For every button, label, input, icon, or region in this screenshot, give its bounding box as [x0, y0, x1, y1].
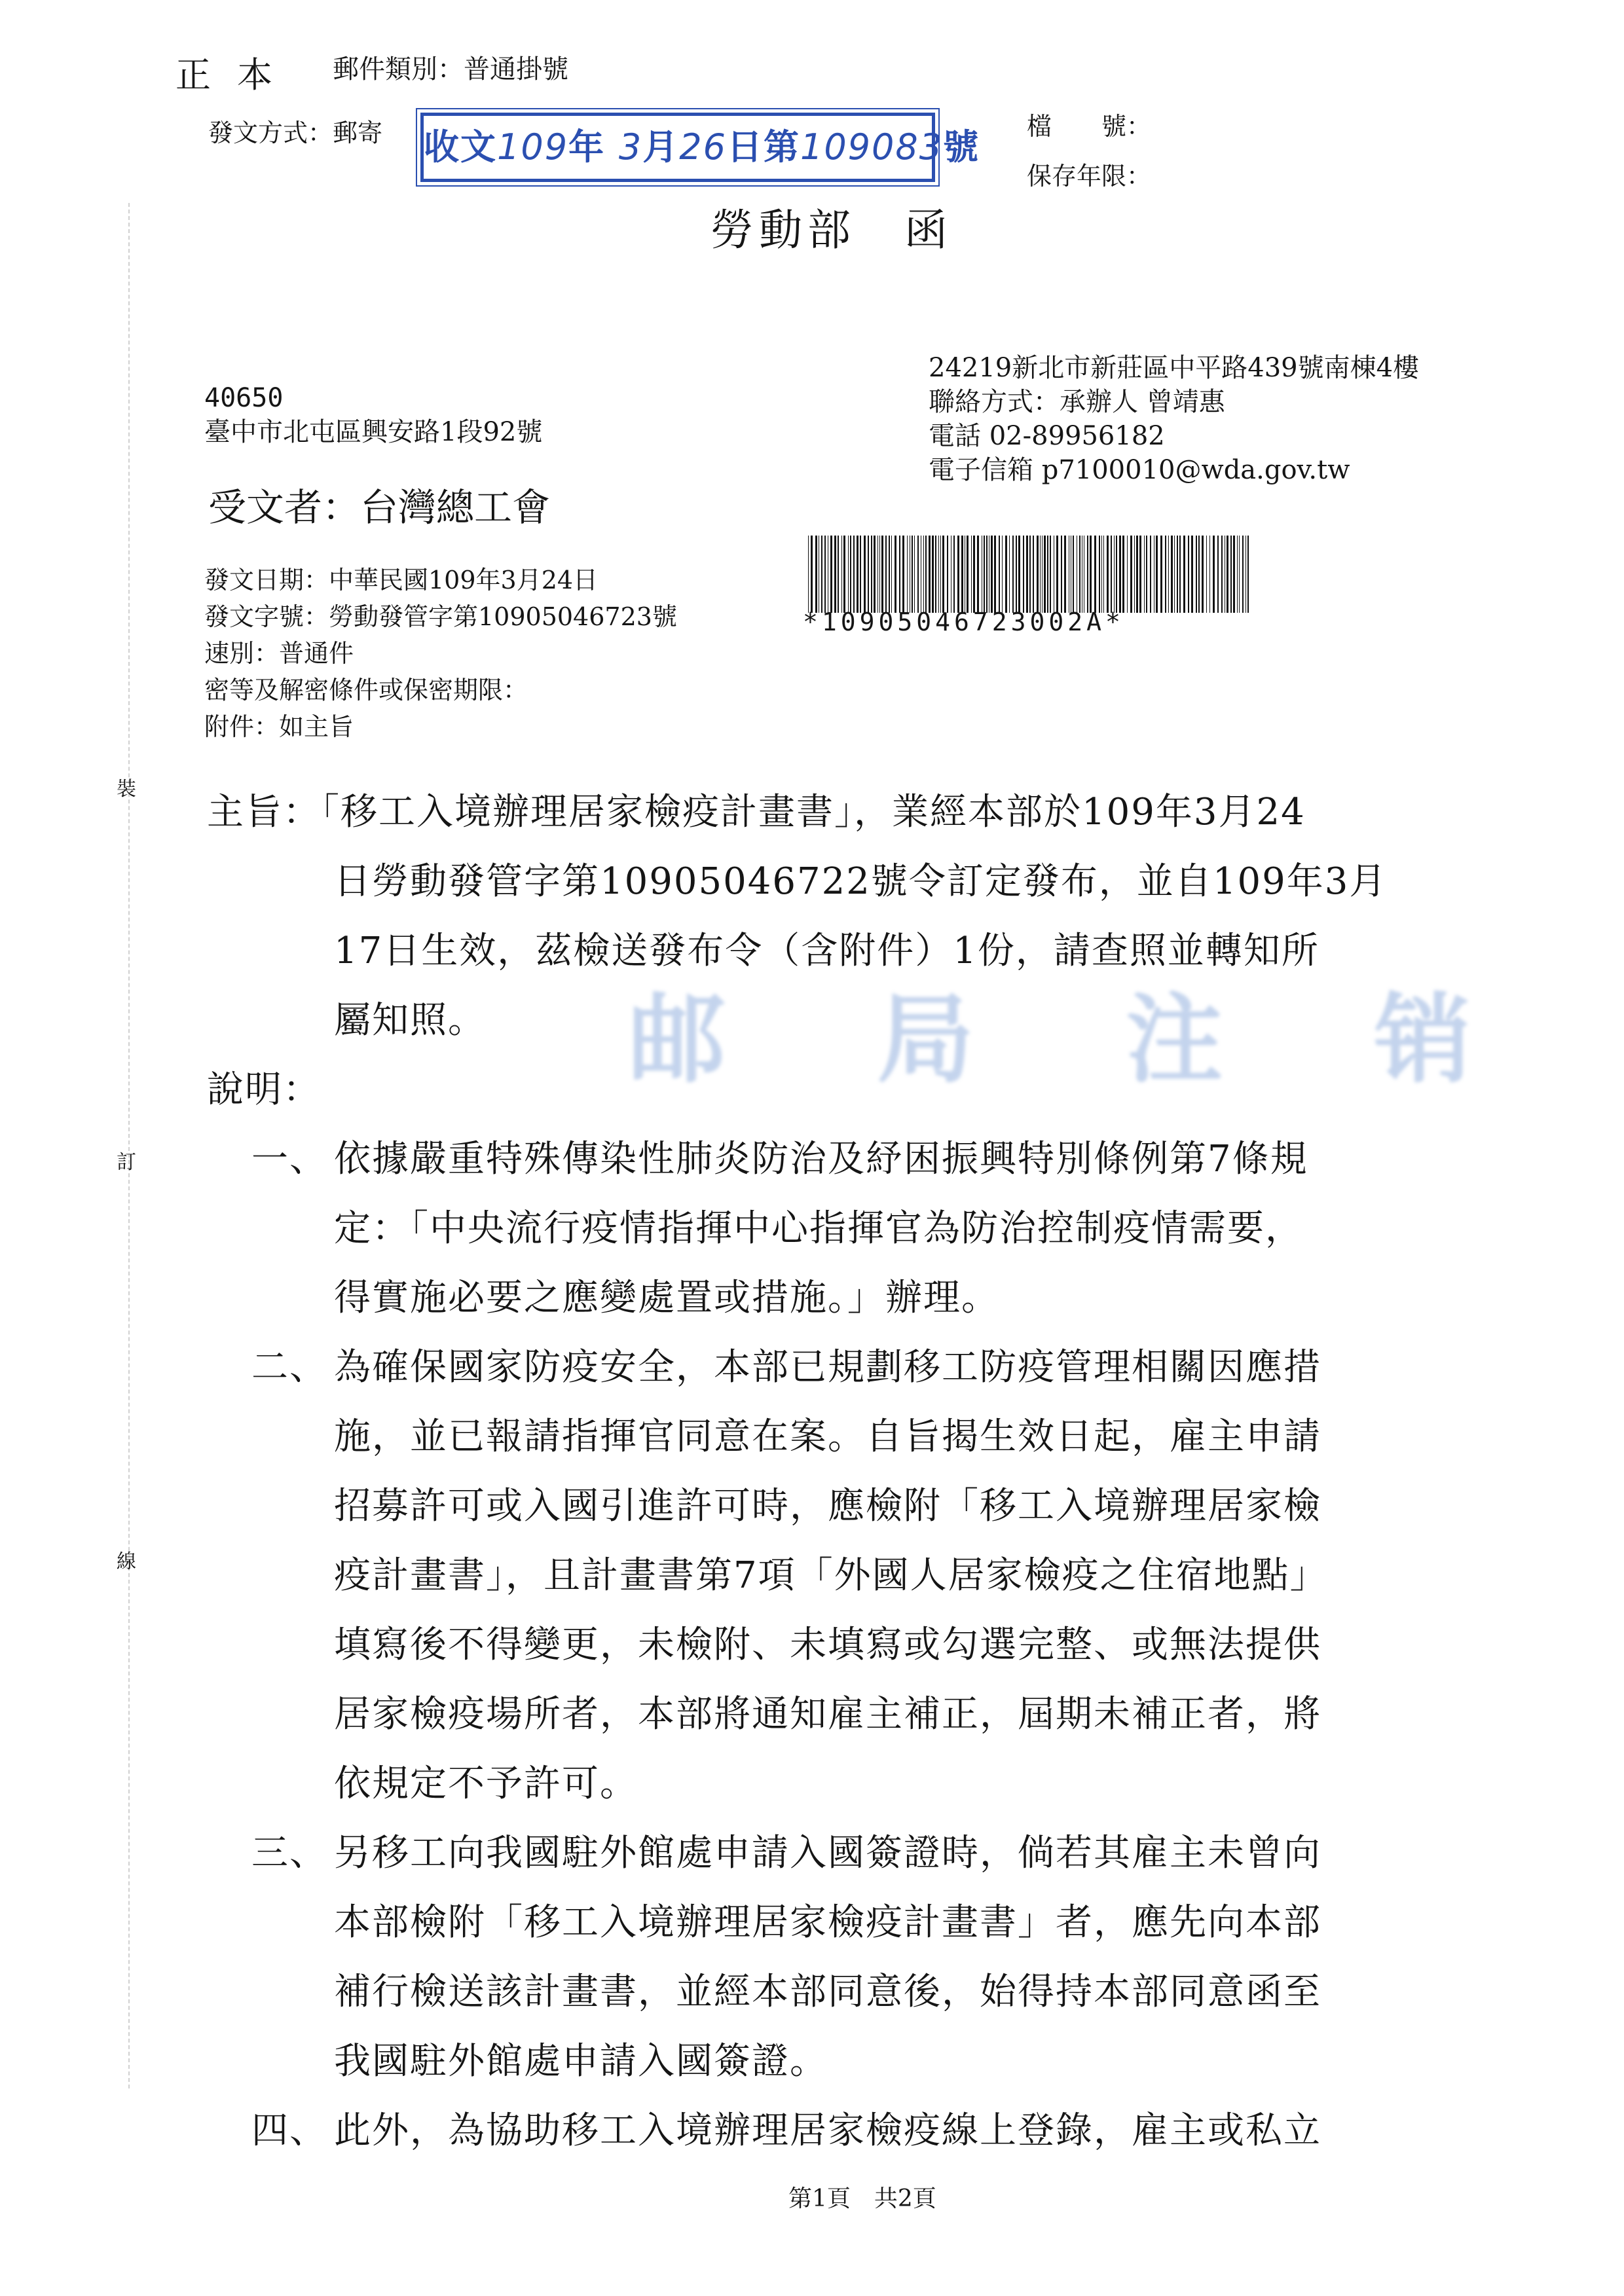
barcode-bar	[834, 536, 836, 613]
barcode-bar	[1237, 536, 1238, 613]
document-meta	[204, 562, 677, 745]
barcode-bar	[1002, 536, 1003, 613]
barcode-bar	[999, 536, 1000, 613]
barcode-bar	[1079, 536, 1080, 613]
barcode-bar	[923, 536, 924, 613]
barcode-bar	[895, 536, 896, 613]
barcode-bar	[1050, 536, 1051, 613]
barcode-bar	[1227, 536, 1228, 613]
barcode-bar	[1040, 536, 1041, 613]
subject-line: 主旨：「移工入境辦理居家檢疫計畫書」，業經本部於109年3月24	[207, 791, 1306, 833]
explanation-item-line: 疫計畫書」，且計畫書第7項「外國人居家檢疫之住宿地點」	[334, 1554, 1328, 1597]
barcode-bar	[877, 536, 878, 613]
barcode-bar	[1144, 536, 1145, 613]
barcode-bar	[1139, 536, 1141, 613]
barcode-bar	[853, 536, 855, 613]
recipient-address: 臺中市北屯區興安路1段92號	[204, 417, 543, 447]
barcode-bar	[1087, 536, 1088, 613]
barcode-bar	[1247, 536, 1249, 613]
barcode-bar	[885, 536, 887, 613]
barcode-bar	[1101, 536, 1102, 613]
barcode-bar	[1188, 536, 1189, 613]
barcode-bar	[994, 536, 996, 613]
copy-type-label: 正本	[175, 54, 299, 96]
barcode-bar	[1174, 536, 1175, 613]
mail-type: 郵件類別：普通掛號	[333, 54, 568, 84]
margin-mark-xian: 線	[117, 1550, 136, 1573]
barcode-bar	[957, 536, 959, 613]
barcode-bar	[938, 536, 939, 613]
explanation-item-line: 補行檢送該計畫書，並經本部同意後，始得持本部同意函至	[334, 1971, 1321, 2013]
barcode-bar	[1150, 536, 1151, 613]
barcode-bar	[932, 536, 934, 613]
barcode-bar	[1016, 536, 1017, 613]
barcode-bar	[881, 536, 883, 613]
barcode-bar	[1111, 536, 1112, 613]
barcode-bar	[1099, 536, 1100, 613]
barcode-bar	[1198, 536, 1200, 613]
barcode-bar	[1221, 536, 1223, 613]
barcode-bar	[811, 536, 813, 613]
barcode-bar	[914, 536, 915, 613]
barcode-bar	[935, 536, 936, 613]
explanation-item-number: 二、	[251, 1346, 327, 1389]
explanation-item-line: 此外，為協助移工入境辦理居家檢疫線上登錄，雇主或私立	[334, 2109, 1321, 2152]
barcode-bar	[864, 536, 866, 613]
barcode-bar	[1179, 536, 1181, 613]
barcode-bar	[1090, 536, 1092, 613]
barcode-bar	[871, 536, 872, 613]
barcode-bar	[1119, 536, 1121, 613]
sender-phone: 電話 02-89956182	[929, 421, 1165, 451]
barcode-bar	[917, 536, 919, 613]
barcode-bar	[1146, 536, 1147, 613]
barcode-bar	[940, 536, 941, 613]
barcode-bar	[1233, 536, 1235, 613]
barcode-bar	[942, 536, 944, 613]
barcode-bar	[1136, 536, 1138, 613]
barcode-bar	[824, 536, 826, 613]
barcode-bar	[991, 536, 993, 613]
barcode-bar	[1037, 536, 1039, 613]
barcode-bar	[1230, 536, 1232, 613]
barcode-bar	[1191, 536, 1193, 613]
subject-line: 屬知照。	[334, 999, 486, 1042]
margin-mark-ding: 訂	[117, 1151, 136, 1174]
barcode-bar	[1033, 536, 1034, 613]
barcode-bar	[1114, 536, 1115, 613]
speed-class: 速別：普通件	[204, 639, 354, 668]
barcode-bar	[1130, 536, 1132, 613]
sender-address: 24219新北市新莊區中平路439號南棟4樓	[929, 353, 1420, 383]
barcode	[807, 536, 1251, 614]
barcode-bar	[850, 536, 851, 613]
barcode-bar	[929, 536, 931, 613]
barcode-bar	[838, 536, 839, 613]
document-number: 發文字號：勞動發管字第10905046723號	[204, 602, 677, 631]
barcode-bar	[1107, 536, 1109, 613]
barcode-bar	[1196, 536, 1197, 613]
barcode-bar	[1026, 536, 1028, 613]
barcode-bar	[889, 536, 890, 613]
barcode-bar	[808, 536, 809, 613]
barcode-bar	[1217, 536, 1219, 613]
barcode-bar	[843, 536, 845, 613]
barcode-bar	[1103, 536, 1104, 613]
barcode-bar	[860, 536, 861, 613]
explanation-label: 說明：	[207, 1068, 321, 1111]
explanation-item-number: 一、	[251, 1138, 327, 1180]
barcode-bar	[821, 536, 822, 613]
barcode-bar	[891, 536, 892, 613]
barcode-bar	[977, 536, 979, 613]
barcode-bar	[902, 536, 904, 613]
recipient-postal-code: 40650	[204, 383, 284, 413]
barcode-bar	[1206, 536, 1207, 613]
barcode-bar	[1073, 536, 1074, 613]
faint-postal-stamp: 邮 局 注 销	[629, 983, 1530, 1096]
file-number-label: 檔 號：	[1027, 112, 1152, 141]
page-number: 第1頁 共2頁	[788, 2185, 936, 2212]
barcode-bar	[1029, 536, 1031, 613]
explanation-item-line: 依規定不予許可。	[334, 1762, 638, 1805]
barcode-bar	[971, 536, 972, 613]
barcode-bar	[1064, 536, 1066, 613]
barcode-bar	[815, 536, 817, 613]
recipient-address-block	[204, 381, 542, 449]
explanation-item-number: 四、	[251, 2109, 327, 2152]
explanation-item-line: 居家檢疫場所者，本部將通知雇主補正，屆期未補正者，將	[334, 1693, 1321, 1736]
explanation-item-line: 得實施必要之應變處置或措施。」辦理。	[334, 1277, 999, 1319]
barcode-bar	[1239, 536, 1240, 613]
explanation-item-line: 定：「中央流行疫情指揮中心指揮官為防治控制疫情需要，	[334, 1207, 1303, 1250]
barcode-bar	[1012, 536, 1014, 613]
subject-line: 17日生效，茲檢送發布令（含附件）1份，請查照並轉知所	[334, 930, 1320, 972]
barcode-bar	[1127, 536, 1128, 613]
barcode-bar	[984, 536, 985, 613]
barcode-bar	[1134, 536, 1135, 613]
sender-info-block	[929, 351, 1419, 487]
barcode-bar	[967, 536, 969, 613]
explanation-item-line: 另移工向我國駐外館處申請入國簽證時，倘若其雇主未曾向	[334, 1832, 1321, 1874]
barcode-bar	[1165, 536, 1166, 613]
barcode-bar	[1156, 536, 1158, 613]
secrecy-level: 密等及解密條件或保密期限：	[204, 676, 528, 704]
receipt-stamp: 收文109年 3月26日第109083號	[420, 113, 935, 182]
barcode-bar	[1061, 536, 1062, 613]
explanation-item-number: 三、	[251, 1832, 327, 1874]
barcode-bar	[868, 536, 869, 613]
barcode-bar	[973, 536, 975, 613]
barcode-bar	[830, 536, 832, 613]
retention-period-label: 保存年限：	[1027, 162, 1152, 191]
barcode-bar	[947, 536, 948, 613]
explanation-item-line: 為確保國家防疫安全，本部已規劃移工防疫管理相關因應措	[334, 1346, 1321, 1389]
barcode-bar	[1005, 536, 1007, 613]
barcode-bar	[1168, 536, 1169, 613]
barcode-bar	[1042, 536, 1043, 613]
barcode-bar	[1023, 536, 1024, 613]
barcode-bar	[1116, 536, 1117, 613]
barcode-bar	[848, 536, 849, 613]
send-method: 發文方式：郵寄	[208, 118, 383, 147]
barcode-bar	[1202, 536, 1204, 613]
barcode-bar	[912, 536, 913, 613]
barcode-bar	[907, 536, 908, 613]
explanation-item-line: 我國駐外館處申請入國簽證。	[334, 2040, 828, 2083]
addressee: 受文者：台灣總工會	[208, 485, 551, 530]
explanation-item-line: 本部檢附「移工入境辦理居家檢疫計畫書」者，應先向本部	[334, 1901, 1321, 1944]
barcode-bar	[899, 536, 900, 613]
barcode-bar	[961, 536, 963, 613]
sender-contact: 聯絡方式：承辦人 曾靖惠	[929, 387, 1225, 417]
barcode-bar	[1177, 536, 1178, 613]
explanation-item-line: 填寫後不得變更，未檢附、未填寫或勾選完整、或無法提供	[334, 1624, 1321, 1666]
barcode-bar	[1171, 536, 1173, 613]
barcode-bar	[1242, 536, 1244, 613]
sender-email: 電子信箱 p7100010@wda.gov.tw	[929, 455, 1350, 485]
barcode-bar	[925, 536, 927, 613]
document-title: 勞動部 函	[710, 205, 953, 255]
barcode-bar	[874, 536, 876, 613]
barcode-bar	[1160, 536, 1162, 613]
barcode-bar	[1047, 536, 1048, 613]
barcode-bar	[857, 536, 858, 613]
barcode-bar	[1183, 536, 1185, 613]
barcode-bar	[1209, 536, 1210, 613]
barcode-bar	[841, 536, 842, 613]
explanation-item-line: 施，並已報請指揮官同意在案。自旨揭生效日起，雇主申請	[334, 1415, 1321, 1458]
explanation-item-line: 依據嚴重特殊傳染性肺炎防治及紓困振興特別條例第7條規	[334, 1138, 1308, 1180]
barcode-bar	[879, 536, 880, 613]
barcode-bar	[1094, 536, 1096, 613]
barcode-bar	[953, 536, 955, 613]
issue-date: 發文日期：中華民國109年3月24日	[204, 566, 599, 594]
barcode-bar	[986, 536, 987, 613]
barcode-bar	[1009, 536, 1010, 613]
margin-mark-zhuang: 裝	[117, 778, 136, 801]
subject-line: 日勞動發管字第10905046722號令訂定發布，並自109年3月	[334, 860, 1388, 903]
barcode-bar	[1018, 536, 1020, 613]
barcode-bar	[1056, 536, 1058, 613]
barcode-bar	[1122, 536, 1124, 613]
attachment-note: 附件：如主旨	[204, 712, 354, 741]
barcode-bar	[1213, 536, 1215, 613]
barcode-bar	[1044, 536, 1046, 613]
explanation-item-line: 招募許可或入國引進許可時，應檢附「移工入境辦理居家檢	[334, 1485, 1321, 1527]
barcode-text: *10905046723002A*	[803, 608, 1124, 636]
